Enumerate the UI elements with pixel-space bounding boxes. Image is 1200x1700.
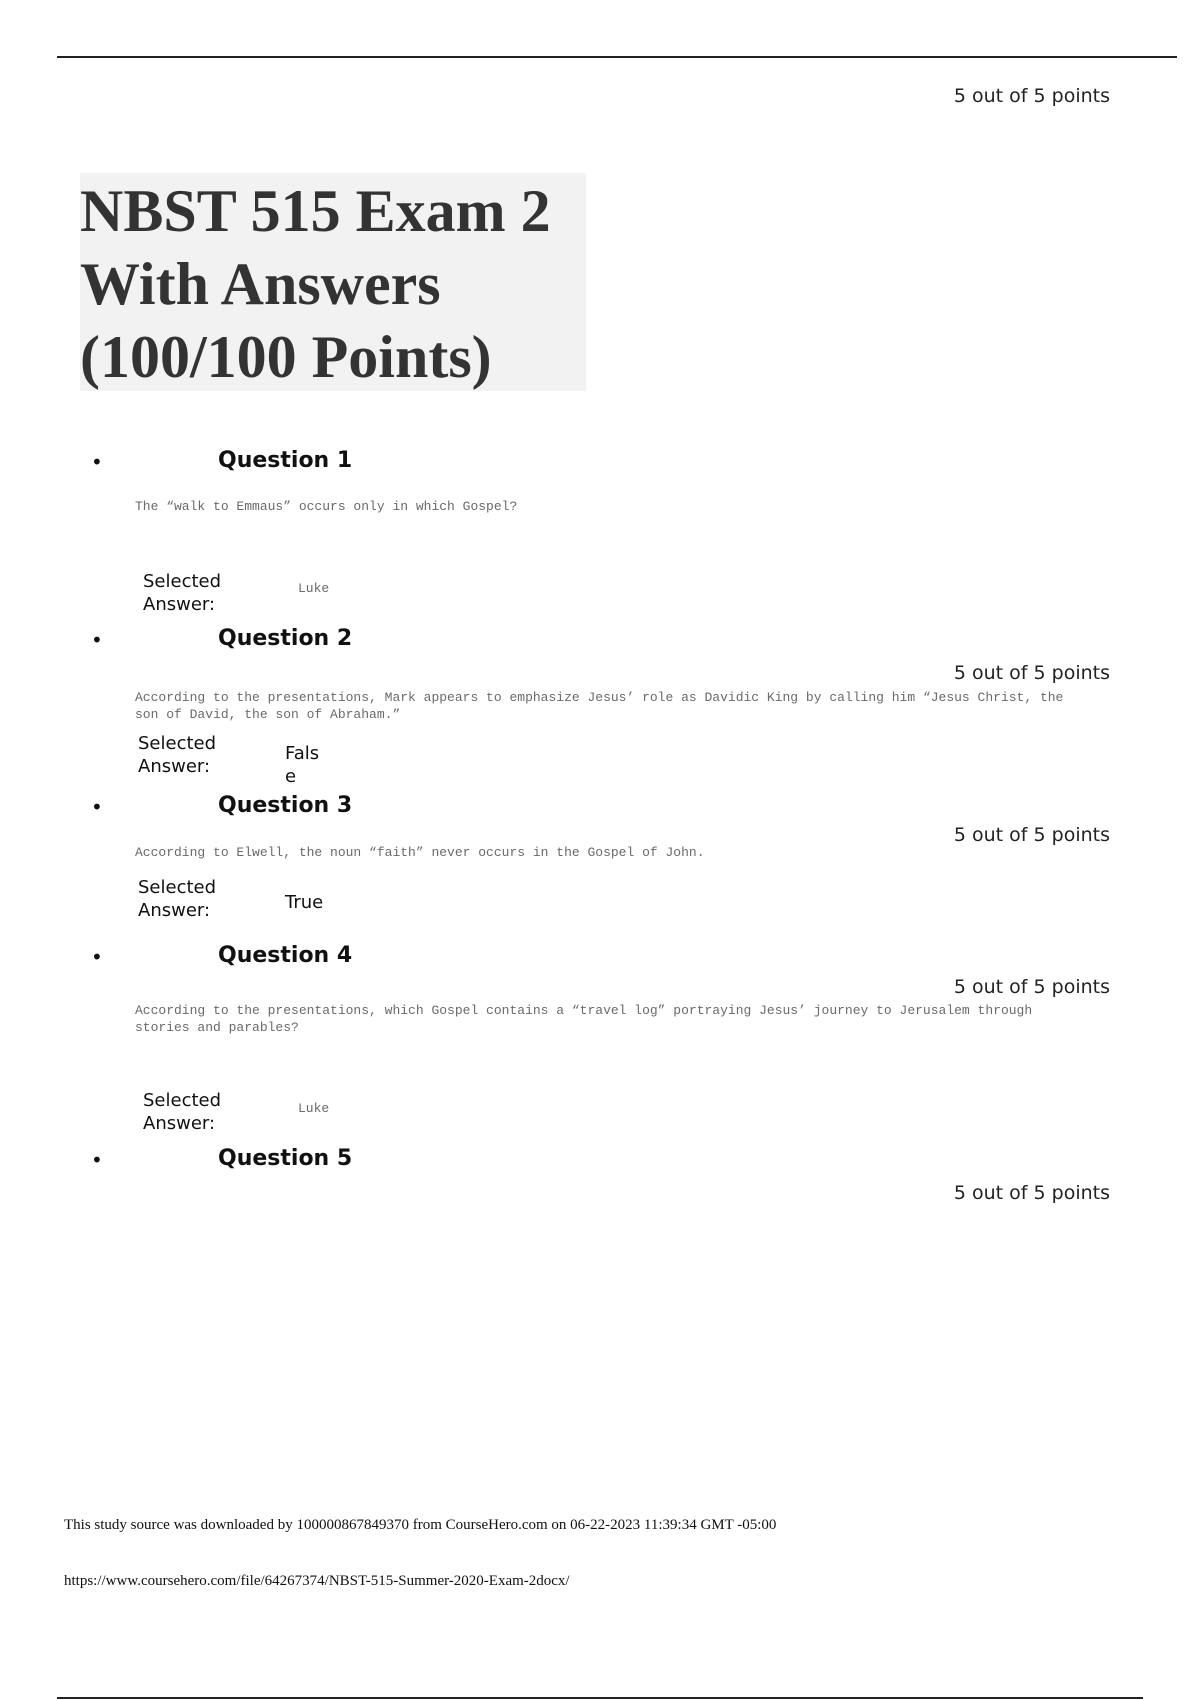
question-2-text: According to the presentations, Mark appears to emphasize Jesus’ role as Davidic King by calling him “Jesus Christ, the son of David, the son of Abraham.” <box>135 690 1064 722</box>
question-2-selected-label: Selected Answer: <box>138 733 217 777</box>
question-bullet: • <box>91 628 103 652</box>
question-bullet: • <box>91 795 103 819</box>
source-url[interactable]: https://www.coursehero.com/file/64267374/NBST-515-Summer-2020-Exam-2docx/ <box>64 1573 570 1589</box>
question-bullet: • <box>91 945 103 969</box>
question-3-answer: True <box>285 892 324 913</box>
question-2-answer: False <box>285 743 320 787</box>
question-4-points: 5 out of 5 points <box>953 976 1110 998</box>
question-3-points: 5 out of 5 points <box>953 824 1110 846</box>
question-4-text: According to the presentations, which Gospel contains a “travel log” portraying Jesus’ journey to Jerusalem through stories and parables? <box>135 1003 1033 1035</box>
question-bullet: • <box>91 450 103 474</box>
question-3-heading: Question 3 <box>218 793 353 818</box>
question-1-answer: Luke <box>298 581 330 596</box>
question-2-points: 5 out of 5 points <box>953 662 1110 684</box>
question-4-heading: Question 4 <box>218 943 353 968</box>
question-1-selected-label: Selected Answer: <box>143 571 222 615</box>
question-3-selected-label: Selected Answer: <box>138 877 217 921</box>
points-top: 5 out of 5 points <box>953 85 1110 107</box>
question-5-points: 5 out of 5 points <box>953 1182 1110 1204</box>
question-5-heading: Question 5 <box>218 1146 353 1171</box>
question-bullet: • <box>91 1148 103 1172</box>
question-4-answer: Luke <box>298 1101 330 1116</box>
bottom-rule <box>57 1697 1143 1699</box>
question-1-text: The “walk to Emmaus” occurs only in which Gospel? <box>135 499 518 514</box>
top-rule <box>57 56 1177 58</box>
document-title: NBST 515 Exam 2 With Answers (100/100 Points) <box>80 178 551 390</box>
question-3-text: According to Elwell, the noun “faith” never occurs in the Gospel of John. <box>135 845 705 860</box>
download-notice: This study source was downloaded by 100000867849370 from CourseHero.com on 06-22-2023 11:39:34 GMT -05:00 <box>64 1517 777 1533</box>
question-1-heading: Question 1 <box>218 448 353 473</box>
question-2-heading: Question 2 <box>218 626 353 651</box>
question-4-selected-label: Selected Answer: <box>143 1090 222 1134</box>
